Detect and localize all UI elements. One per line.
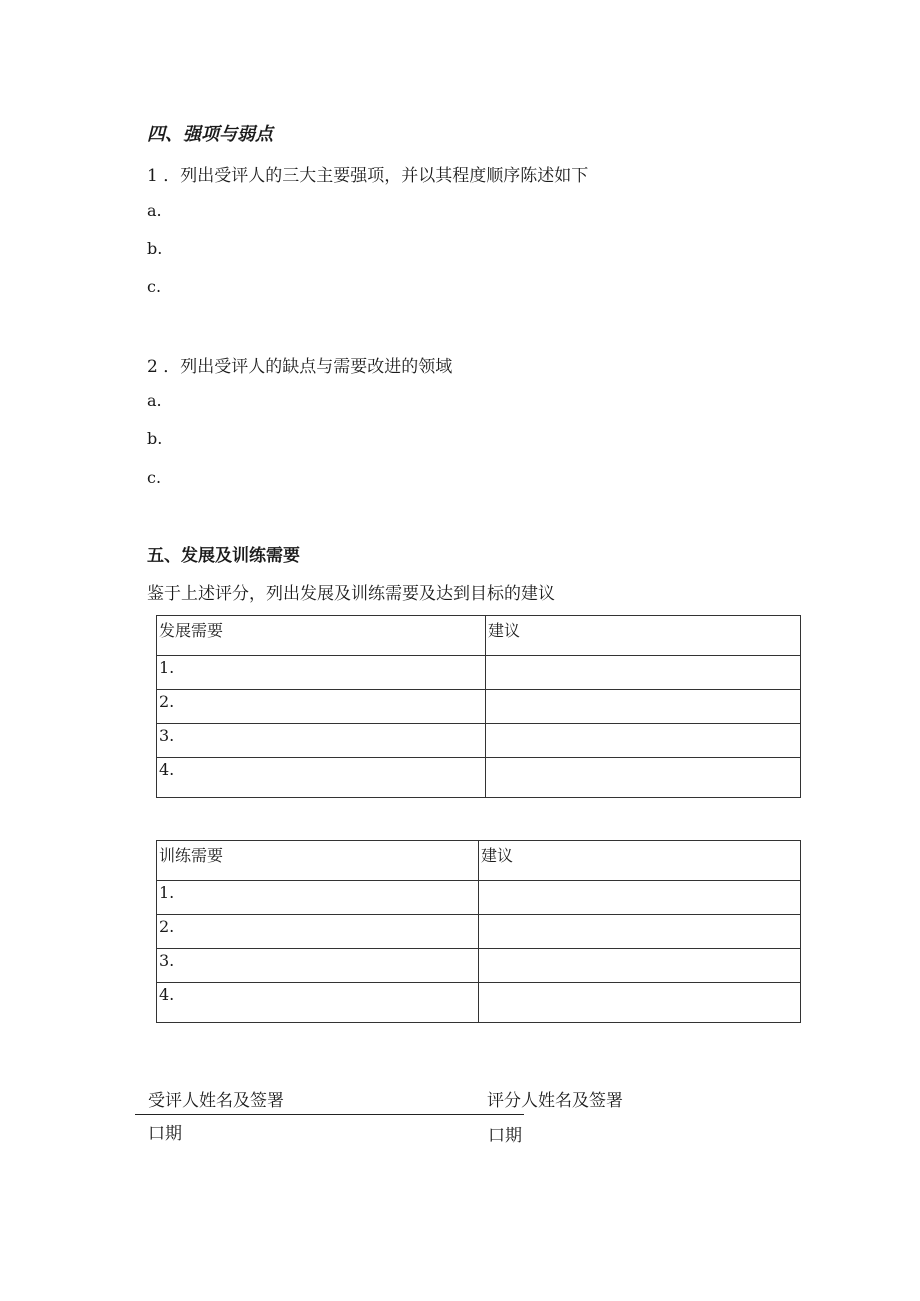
reviewee-signature-line[interactable] [135, 1114, 489, 1115]
dev-row-2-suggestion[interactable] [486, 690, 801, 724]
q2-item-a: a. [147, 391, 162, 410]
train-header-needs: 训练需要 [157, 841, 479, 881]
dev-row-3-suggestion[interactable] [486, 724, 801, 758]
train-row-1-suggestion[interactable] [479, 881, 801, 915]
dev-row-4-suggestion[interactable] [486, 758, 801, 798]
question-2: 2 ．列出受评人的缺点与需要改进的领域 [147, 357, 453, 377]
train-row-3-label: 3. [157, 949, 479, 983]
reviewee-date-label: 口期 [148, 1124, 182, 1144]
dev-header-needs: 发展需要 [157, 616, 486, 656]
q1-item-a: a. [147, 201, 162, 220]
section-4-title: 四、强项与弱点 [147, 124, 273, 145]
dev-row-4-label: 4. [157, 758, 486, 798]
development-needs-table [156, 615, 801, 798]
train-row-3-suggestion[interactable] [479, 949, 801, 983]
reviewer-signature-label: 评分人姓名及签署 [487, 1091, 623, 1111]
train-row-2-label: 2. [157, 915, 479, 949]
section-5-title: 五、发展及训练需要 [147, 546, 300, 566]
question-1: 1 ．列出受评人的三大主要强项，并以其程度顺序陈述如下 [147, 166, 589, 186]
dev-header-suggestion: 建议 [486, 616, 801, 656]
train-row-1-label: 1. [157, 881, 479, 915]
reviewer-date-label: 口期 [488, 1126, 522, 1146]
dev-row-1-label: 1. [157, 656, 486, 690]
train-header-suggestion: 建议 [479, 841, 801, 881]
dev-row-1-suggestion[interactable] [486, 656, 801, 690]
section-5-intro: 鉴于上述评分，列出发展及训练需要及达到目标的建议 [147, 584, 555, 604]
reviewer-signature-line[interactable] [488, 1114, 524, 1115]
train-row-4-label: 4. [157, 983, 479, 1023]
dev-row-2-label: 2. [157, 690, 486, 724]
reviewee-signature-label: 受评人姓名及签署 [148, 1091, 284, 1111]
dev-row-3-label: 3. [157, 724, 486, 758]
q1-item-b: b. [147, 239, 163, 258]
q1-item-c: c. [147, 277, 162, 296]
q2-item-b: b. [147, 429, 163, 448]
q2-item-c: c. [147, 468, 162, 487]
train-row-2-suggestion[interactable] [479, 915, 801, 949]
train-row-4-suggestion[interactable] [479, 983, 801, 1023]
training-needs-table [156, 840, 801, 1023]
